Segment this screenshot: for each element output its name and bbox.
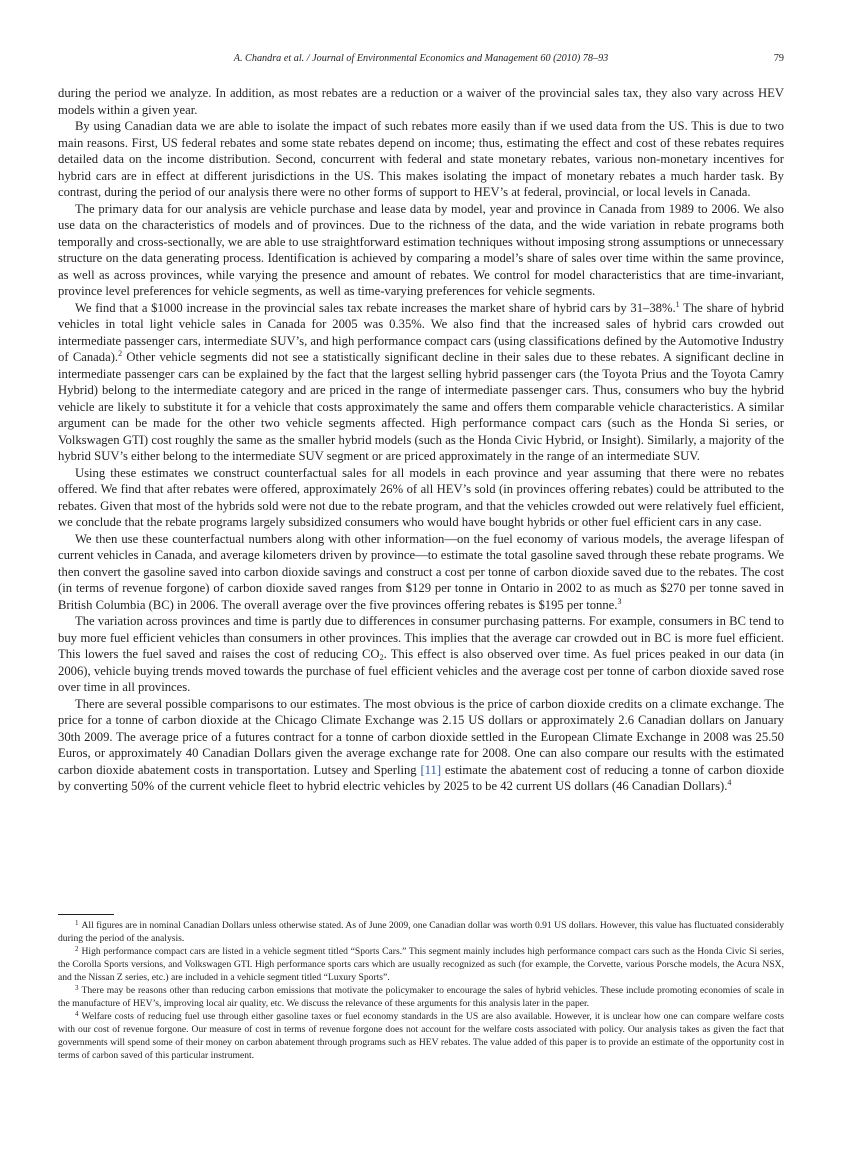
running-header bbox=[58, 53, 784, 67]
paragraph-8: There are several possible comparisons to our estimates. The most obvious is the price of carbon dioxide credits on a climate exchange. The price for a tonne of carbon dioxide at the Chicago Climate Exchange was 2.15 US dollars or approximately 2.6 Canadian dollars on January 30th 2009. The average price of a futures contract for a tonne of carbon dioxide settled in the European Climate Exchange in 2008 was 25.50 Euros, or approximately 40 Canadian Dollars given the average exchange rate for 2008. One can also compare our results with the estimated carbon dioxide abatement costs in transportation. Lutsey and Sperling [11] estimate the abatement cost of reducing a tonne of carbon dioxide by converting 50% of the current vehicle fleet to hybrid electric vehicles by 2025 to be 42 current US dollars (46 Canadian Dollars).$^4$ bbox=[58, 696, 784, 793]
footnote-2: $^2$ High performance compact cars are listed in a vehicle segment titled “Sports Cars.” This segment mainly includes high performance compact cars such as the Honda Civic Si series, the Corolla Sports versions, and Volkswagen GTI. High performance sports cars which are usually recognized as such (for example, the Corvette, various Porsche models, the Acura NSX, and the Nissan Z series, etc.) are included in a vehicle segment titled “Luxury Sports”. bbox=[58, 945, 784, 983]
footnote-1: $^1$ All figures are in nominal Canadian Dollars unless otherwise stated. As of June 2009, one Canadian dollar was worth 0.91 US dollars. However, this value has fluctuated considerably during the period of the analysis. bbox=[58, 919, 784, 944]
footnote-3: $^3$ There may be reasons other than reducing carbon emissions that motivate the policymaker to encourage the sales of hybrid vehicles. These include promoting economies of scale in the manufacture of HEV’s, improving local air quality, etc. We discuss the relevance of these arguments for this analysis later in the paper. bbox=[58, 984, 784, 1009]
journal-citation: A. Chandra et al. / Journal of Environmental Economics and Management 60 (2010) 78–93 bbox=[233, 53, 609, 64]
footnote-marker-3[interactable]: 3 bbox=[617, 596, 622, 606]
reference-link[interactable]: [11] bbox=[420, 762, 442, 777]
footnote-marker-2[interactable]: 2 bbox=[118, 349, 123, 358]
footnote-marker-1[interactable]: 1 bbox=[675, 299, 680, 309]
subscript-2: 2 bbox=[379, 653, 384, 662]
paragraph-3: The primary data for our analysis are vehicle purchase and lease data by model, year and province in Canada from 1989 to 2006. We also use data on the characteristics of models and of provinces. Due to the richness of the data, and the wide variation in rebate programs both temporally and cross-sectionally, we are able to use straightforward estimation techniques without imposing strong assumptions or unnecessary structure on the data generating process. Identification is achieved by comparing a model’s share of sales over time within the same province, as well as across provinces, while varying the presence and amount of rebates. We control for model characteristics that are time-invariant, province level preferences for vehicle segments, as well as time-varying preferences for vehicle segments. bbox=[58, 201, 784, 298]
body-text bbox=[58, 85, 784, 795]
paragraph-6: We then use these counterfactual numbers along with other information—on the fuel economy of various models, the average lifespan of current vehicles in Canada, and average kilometers driven by province—to estimate the total gasoline saved through these rebate programs. We then convert the gasoline saved into carbon dioxide savings and construct a cost per tonne of carbon dioxide saved due to the rebates. The cost (in terms of revenue forgone) of carbon dioxide saved ranges from $129 per tonne in Ontario in 2002 to as much as $270 per tonne saved in British Columbia (BC) in 2006. The overall average over the five provinces offering rebates is $195 per tonne.$^3$ bbox=[58, 531, 784, 612]
footnotes bbox=[58, 919, 784, 1062]
paragraph-5: Using these estimates we construct counterfactual sales for all models in each province and year assuming that there were no rebates offered. We find that after rebates were offered, approximately 26% of all HEV’s sold (in provinces offering rebates) could be attributed to the rebates. Given that most of the hybrids sold were not due to the rebate program, and that the vehicles crowded out were relatively fuel efficient, we conclude that the rebate programs largely subsidized consumers who would have bought hybrids or other fuel efficient cars in any case. bbox=[58, 465, 785, 529]
paragraph-4: We find that a $1000 increase in the provincial sales tax rebate increases the market share of hybrid cars by 31–38%.$^1$ The share of hybrid vehicles in total light vehicle sales in Canada for 2005 was 0.35%. We also find that the increased sales of hybrid cars crowded out intermediate passenger cars, intermediate SUV’s, and high performance compact cars (using classifications defined by the Automotive Industry of Canada).$^2$ Other vehicle segments did not see a statistically significant decline in their sales due to these rebates. A significant decline in intermediate passenger cars can be explained by the fact that the largest selling hybrid passenger cars (the Toyota Prius and the Toyota Camry Hybrid) belong to the intermediate category and are priced in the range of intermediate passenger cars. Thus, consumers who buy the hybrid vehicle are likely to substitute it for a vehicle that costs approximately the same and offers them comparable vehicle characteristics. A similar argument can be made for the other two vehicle segments affected. High performance compact cars (such as the Honda Si series, or Volkswagen GTI) cost roughly the same as the smaller hybrid models (such as the Honda Civic Hybrid, or Insight). Similarly, a majority of the hybrid SUV’s either belong to the intermediate SUV segment or are priced approximately in the range of an intermediate SUV. bbox=[58, 299, 784, 463]
footnote-divider bbox=[58, 914, 114, 915]
page-number: 79 bbox=[773, 53, 784, 64]
paragraph-2: By using Canadian data we are able to isolate the impact of such rebates more easily than if we used data from the US. This is due to two main reasons. First, US federal rebates and some state rebates depend on income; thus, estimating the effect and cost of these rebates requires detailed data on the income distribution. Second, concurrent with federal and state monetary rebates, various non-monetary incentives for hybrid cars are in effect at different jurisdictions in the US. This makes isolating the impact of monetary rebates a much harder task. By contrast, during the period of our analysis there were no other forms of support to HEV’s at federal, provincial, or local levels in Canada. bbox=[58, 119, 784, 199]
paragraph-1: during the period we analyze. In addition, as most rebates are a reduction or a waiver of the provincial sales tax, they also vary across HEV models within a given year. bbox=[58, 86, 784, 117]
footnote-4: $^4$ Welfare costs of reducing fuel use through either gasoline taxes or fuel economy standards in the US are also available. However, it is unclear how one can compare welfare costs with our cost of revenue forgone. Our measure of cost in terms of revenue forgone does not account for the welfare costs associated with policy. Our analysis takes as given the fact that governments will spend some of their money on carbon abatement through programs such as HEV rebates. The value added of this paper is to provide an estimate of the opportunity cost in terms of carbon saved of this particular instrument. bbox=[58, 1010, 784, 1061]
footnote-marker-4[interactable]: 4 bbox=[727, 778, 732, 787]
paragraph-7: The variation across provinces and time is partly due to differences in consumer purchasing patterns. For example, consumers in BC tend to buy more fuel efficient vehicles than consumers in other provinces. This implies that the average car crowded out in BC is more fuel efficient. This lowers the fuel saved and raises the cost of reducing $CO_2$. This effect is also observed over time. As fuel prices peaked in our data (in 2006), vehicle buying trends moved towards the purchase of fuel efficient vehicles and the average cost per tonne of carbon dioxide saved rose over time in all provinces. bbox=[58, 614, 784, 694]
